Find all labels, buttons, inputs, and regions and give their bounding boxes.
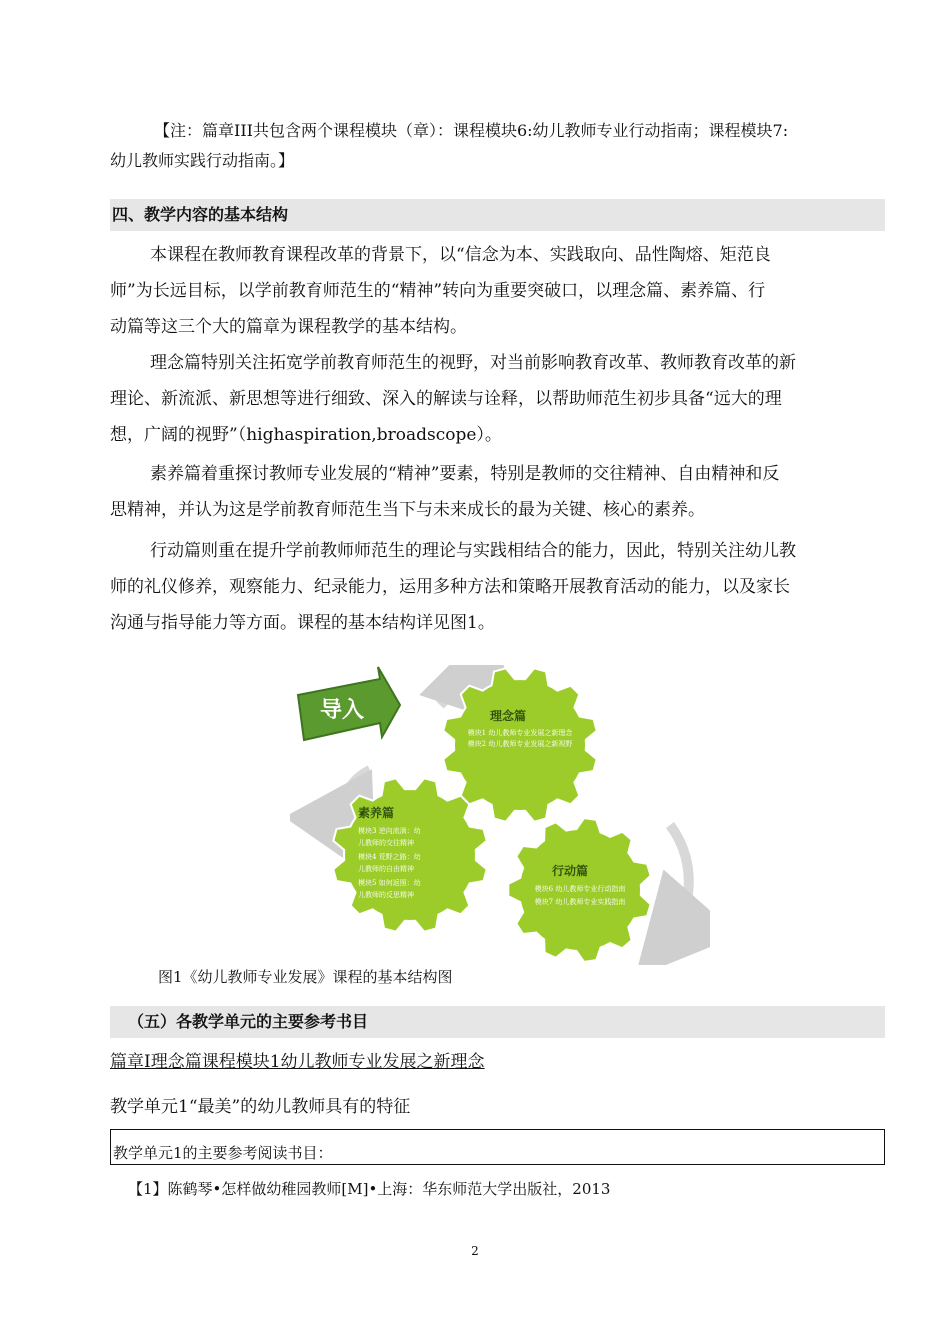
section-4-heading: 四、教学内容的基本结构 — [110, 199, 885, 231]
note-line-2: 幼儿教师实践行动指南。】 — [110, 151, 295, 170]
gear-left-line-2: 儿教师的交往精神 — [358, 839, 414, 847]
paragraph-4 — [110, 533, 885, 641]
paragraph-line: 行动篇则重在提升学前教师师范生的理论与实践相结合的能力，因此，特别关注幼儿教 — [150, 541, 796, 561]
gear-left-line-5: 模块5 如何返照：幼 — [358, 879, 421, 887]
section-5-heading: （五）各教学单元的主要参考书目 — [110, 1006, 885, 1038]
chapter-title: 篇章I理念篇课程模块1幼儿教师专业发展之新理念 — [110, 1052, 485, 1072]
paragraph-line: 思精神，并认为这是学前教育师范生当下与未来成长的最为关键、核心的素养。 — [110, 500, 705, 520]
paragraph-2 — [110, 345, 885, 453]
gear-top-line-1: 模块1 幼儿教师专业发展之新理念 — [467, 729, 573, 737]
intro-arrow-label: 导入 — [320, 698, 365, 723]
reference-1: 【1】陈鹤琴•怎样做幼稚园教师[M]•上海：华东师范大学出版社，2013 — [128, 1180, 611, 1198]
paragraph-line: 动篇等这三个大的篇章为课程教学的基本结构。 — [110, 317, 467, 337]
chapter-note — [110, 116, 885, 176]
paragraph-line: 师的礼仪修养，观察能力、纪录能力，运用多种方法和策略开展教育活动的能力，以及家长 — [110, 577, 790, 597]
paragraph-1 — [110, 237, 885, 345]
paragraph-line: 理念篇特别关注拓宽学前教育师范生的视野，对当前影响教育改革、教师教育改革的新 — [150, 353, 796, 373]
gear-left-line-3: 模块4 荒野之路：幼 — [358, 853, 421, 861]
gear-top-title: 理念篇 — [489, 709, 527, 723]
gear-right-title: 行动篇 — [551, 864, 589, 878]
reading-list-label: 教学单元1的主要参考阅读书目： — [113, 1144, 333, 1162]
paragraph-3 — [110, 456, 885, 528]
paragraph-line: 理论、新流派、新思想等进行细致、深入的解读与诠释，以帮助师范生初步具备“远大的理 — [110, 389, 782, 409]
gear-left-line-4: 儿教师的自由精神 — [358, 865, 414, 873]
reading-list-box — [110, 1129, 885, 1165]
figure-caption: 图1《幼儿教师专业发展》课程的基本结构图 — [158, 968, 453, 986]
unit-title: 教学单元1“最美”的幼儿教师具有的特征 — [110, 1097, 411, 1117]
gear-right-line-2: 模块7 幼儿教师专业实践指南 — [534, 898, 626, 906]
paragraph-line: 本课程在教师教育课程改革的背景下，以“信念为本、实践取向、品性陶熔、矩范良 — [150, 245, 771, 265]
page-number: 2 — [471, 1244, 479, 1258]
paragraph-line: 素养篇着重探讨教师专业发展的“精神”要素，特别是教师的交往精神、自由精神和反 — [150, 464, 780, 484]
cycle-arrow-right — [668, 825, 689, 940]
gear-left-line-1: 模块3 逆向流淌：幼 — [358, 827, 421, 835]
paragraph-line: 师”为长远目标，以学前教育师范生的“精神”转向为重要突破口，以理念篇、素养篇、行 — [110, 281, 766, 301]
gear-diagram — [290, 665, 710, 965]
paragraph-line: 沟通与指导能力等方面。课程的基本结构详见图1。 — [110, 613, 495, 633]
gear-right-line-1: 模块6 幼儿教师专业行动指南 — [534, 885, 626, 893]
intro-arrow — [298, 667, 400, 740]
course-structure-figure — [290, 665, 710, 965]
gear-left-title: 素养篇 — [358, 806, 395, 820]
gear-top-line-2: 模块2 幼儿教师专业发展之新视野 — [467, 740, 573, 748]
paragraph-line: 想，广阔的视野”（highaspiration,broadscope）。 — [110, 425, 502, 445]
gear-left-line-6: 儿教师的反思精神 — [358, 891, 414, 899]
note-line-1: 【注：篇章III共包含两个课程模块（章）：课程模块6:幼儿教师专业行动指南；课程模块7: — [154, 121, 789, 140]
